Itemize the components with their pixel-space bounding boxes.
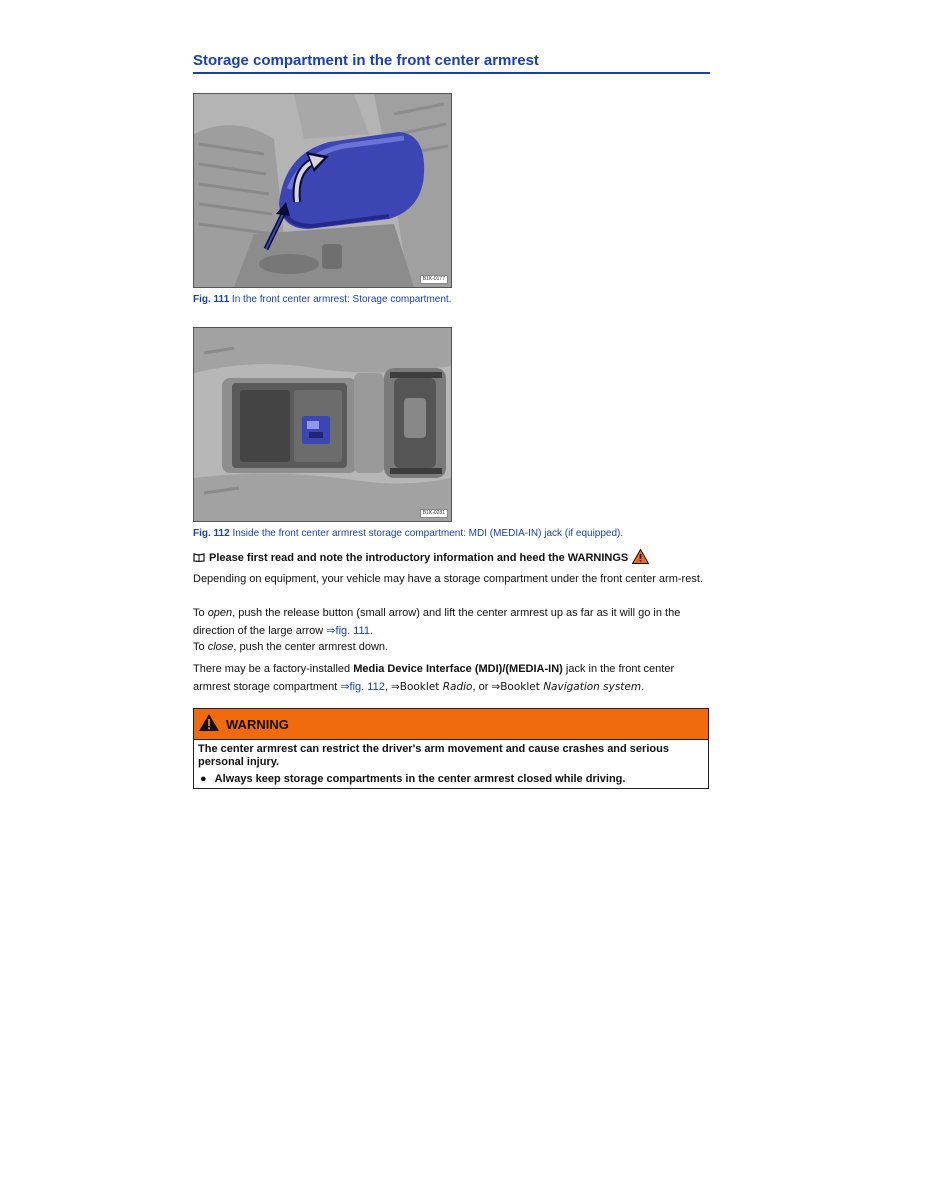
warning-triangle-icon [632,549,649,567]
text: , [384,681,391,693]
text: , push the center armrest down. [233,641,389,653]
warning-bullet [198,773,704,786]
fig-112-link[interactable]: ⇒fig. 112 [340,681,385,693]
emphasis-close: close [207,641,234,653]
text: There may be a factory-installed [193,663,354,675]
emphasis-open: open [207,607,233,619]
fig-111-link[interactable]: ⇒fig. 111 [326,625,370,637]
warning-body [194,740,708,786]
book-icon [193,552,205,565]
warning-title: WARNING [226,716,289,732]
mdi-term: Media Device Interface (MDI)/(MEDIA-IN) [353,663,563,675]
text: , or [472,681,492,693]
text: To [193,607,208,619]
text: , push the release button (small arrow) and lift the center armrest up as far as it will go in the direction of the large arrow [193,607,681,637]
warning-header [194,709,708,740]
figure-caption-text: Inside the front center armrest storage compartment: MDI (MEDIA-IN) jack (if equipped). [232,528,624,539]
booklet-radio: Radio [442,681,473,693]
booklet-navigation: Navigation system [543,681,642,693]
warning-icon [198,713,220,735]
figure-caption-text: In the front center armrest: Storage compartment. [231,294,452,305]
intro-text: Please first read and note the introductory information and heed the WARNINGS [209,552,629,564]
intro-note [193,549,649,567]
paragraph-mdi [193,660,708,696]
section-heading: Storage compartment in the front center armrest [193,52,710,74]
figure-label: Fig. 112 [193,528,230,539]
figure-label: Fig. 111 [193,294,230,305]
booklet-reference: ⇒Booklet [390,681,443,693]
figure-111-caption [193,294,451,305]
text: . [641,681,645,693]
paragraph-open [193,604,708,640]
figure-112-caption [193,528,623,539]
warning-text: The center armrest can restrict the driver's arm movement and cause crashes and serious personal injury. [198,743,669,768]
paragraph-equipment: Depending on equipment, your vehicle may have a storage compartment under the front center arm-rest. [193,573,703,585]
warning-bullet-text: Always keep storage compartments in the center armrest closed while driving. [214,773,626,785]
figure-111-image [193,93,452,288]
text: jack in the front center armrest storage compartment [193,663,675,693]
text: To [193,641,208,653]
warning-box [193,708,709,789]
bullet-icon: ● [200,773,207,785]
text: . [369,625,374,637]
figure-code: B1K-0281 [420,509,448,518]
figure-code: B1K-0177 [420,275,448,284]
booklet-reference: ⇒Booklet [491,681,544,693]
figure-112-image [193,327,452,522]
paragraph-close [193,641,708,654]
